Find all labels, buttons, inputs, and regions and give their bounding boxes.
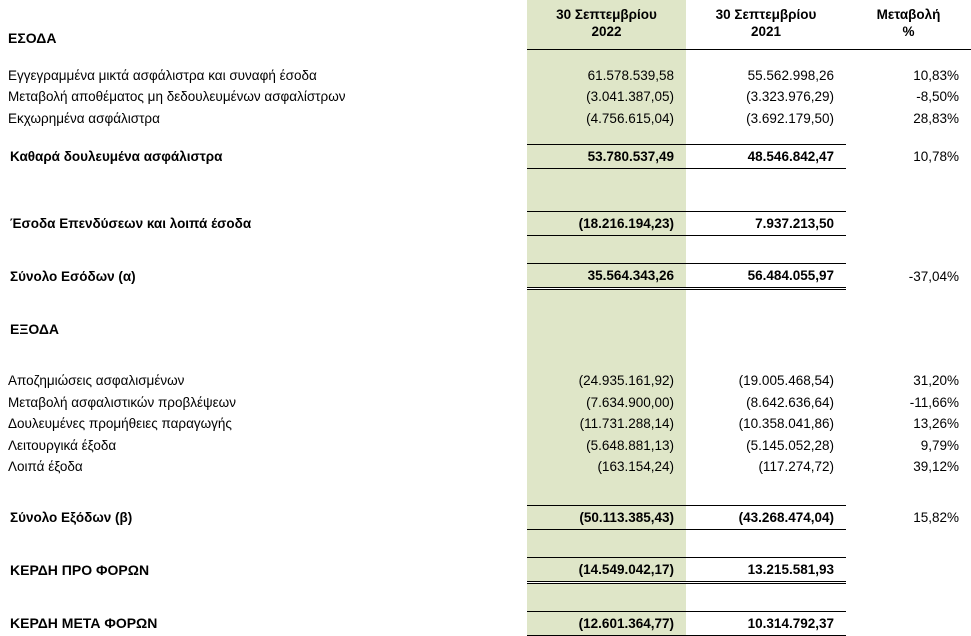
spacer-label xyxy=(0,599,527,612)
spacer-2022 xyxy=(527,169,686,185)
spacer-2021 xyxy=(686,529,846,545)
spacer-label xyxy=(0,478,527,493)
spacer-row xyxy=(0,129,971,145)
spacer-label xyxy=(0,184,527,199)
table-row xyxy=(0,392,971,414)
row-value-variation: 13,26% xyxy=(913,416,959,432)
row-value-2022: (24.935.161,92) xyxy=(527,370,686,392)
section-var xyxy=(846,317,971,340)
spacer-2021 xyxy=(686,493,846,506)
row-value-variation xyxy=(846,212,971,236)
spacer-var xyxy=(846,340,971,355)
row-label: ΚΕΡΔΗ ΜΕΤΑ ΦΟΡΩΝ xyxy=(10,615,158,631)
spacer-2021 xyxy=(686,582,846,599)
row-label: Μεταβολή ασφαλιστικών προβλέψεων xyxy=(8,394,236,410)
spacer-2021 xyxy=(686,184,846,199)
row-label: Εκχωρημένα ασφάλιστρα xyxy=(8,110,160,126)
spacer-var xyxy=(846,478,971,493)
spacer-var xyxy=(846,582,971,599)
table-row-total xyxy=(0,505,971,529)
spacer-var xyxy=(846,599,971,612)
table-row xyxy=(0,108,971,130)
row-value-variation: 28,83% xyxy=(913,110,959,126)
row-value-variation: -37,04% xyxy=(908,268,959,284)
spacer-row xyxy=(0,599,971,612)
spacer-2022 xyxy=(527,129,686,145)
row-label: Λειτουργικά έξοδα xyxy=(8,437,117,453)
table-row xyxy=(0,86,971,108)
spacer-2021 xyxy=(686,355,846,370)
spacer-row xyxy=(0,184,971,199)
spacer-2022 xyxy=(527,49,686,65)
row-value-2022: (163.154,24) xyxy=(527,456,686,478)
row-value-2022: (3.041.387,05) xyxy=(527,86,686,108)
section-2021 xyxy=(686,317,846,340)
row-label: Σύνολο Εσόδων (α) xyxy=(10,268,136,284)
table-row-subtotal xyxy=(0,145,971,169)
row-value-2021: (19.005.468,54) xyxy=(738,373,834,389)
spacer-row xyxy=(0,289,971,306)
spacer-2022 xyxy=(527,199,686,212)
table-row xyxy=(0,65,971,87)
spacer-2021 xyxy=(686,289,846,306)
spacer-var xyxy=(846,289,971,306)
spacer-row xyxy=(0,251,971,264)
table-row-subtotal xyxy=(0,212,971,236)
spacer-label xyxy=(0,251,527,264)
spacer-var xyxy=(846,184,971,199)
spacer-2021 xyxy=(686,169,846,185)
row-value-2021: 48.546.842,47 xyxy=(686,145,846,169)
header-col-2022-line1: 30 Σεπτεμβρίου xyxy=(556,7,657,23)
table-row xyxy=(0,456,971,478)
row-value-2022: (7.634.900,00) xyxy=(527,392,686,414)
header-col-2021-line1: 30 Σεπτεμβρίου xyxy=(715,7,817,23)
spacer-2022 xyxy=(527,529,686,545)
spacer-2021 xyxy=(686,478,846,493)
spacer-label xyxy=(0,355,527,370)
header-col-2021-line2: 2021 xyxy=(750,24,782,40)
spacer-label xyxy=(0,49,527,65)
spacer-2021 xyxy=(686,599,846,612)
spacer-label xyxy=(0,236,527,252)
spacer-row xyxy=(0,529,971,545)
spacer-var xyxy=(846,199,971,212)
row-value-2022: (14.549.042,17) xyxy=(527,557,686,582)
spacer-var xyxy=(846,251,971,264)
row-value-2021: (117.274,72) xyxy=(758,459,834,475)
spacer-2022 xyxy=(527,599,686,612)
spacer-2022 xyxy=(527,478,686,493)
section-title: ΕΞΟΔΑ xyxy=(10,320,60,337)
row-value-2021: (8.642.636,64) xyxy=(746,394,834,410)
spacer-label xyxy=(0,305,527,317)
spacer-2022 xyxy=(527,184,686,199)
row-value-variation xyxy=(846,557,971,582)
header-col-2021 xyxy=(686,0,846,49)
spacer-2021 xyxy=(686,340,846,355)
spacer-var xyxy=(846,355,971,370)
spacer-row xyxy=(0,493,971,506)
spacer-var xyxy=(846,529,971,545)
row-value-2022: (4.756.615,04) xyxy=(527,108,686,130)
spacer-label xyxy=(0,493,527,506)
spacer-2022 xyxy=(527,545,686,558)
spacer-row xyxy=(0,49,971,65)
spacer-2021 xyxy=(686,305,846,317)
spacer-var xyxy=(846,305,971,317)
spacer-2021 xyxy=(686,251,846,264)
row-value-variation: 10,83% xyxy=(913,67,959,83)
row-value-variation: 9,79% xyxy=(920,437,959,453)
spacer-2021 xyxy=(686,129,846,145)
row-label: ΚΕΡΔΗ ΠΡΟ ΦΟΡΩΝ xyxy=(10,561,150,578)
row-value-variation: -11,66% xyxy=(909,394,959,410)
section-heading-row xyxy=(0,317,971,340)
spacer-var xyxy=(846,129,971,145)
spacer-row xyxy=(0,478,971,493)
spacer-2022 xyxy=(527,251,686,264)
row-label: Μεταβολή αποθέματος μη δεδουλευμένων ασφαλίστρων xyxy=(8,89,346,105)
spacer-2022 xyxy=(527,340,686,355)
row-value-2021: (3.323.976,29) xyxy=(746,89,834,105)
row-value-2022: (5.648.881,13) xyxy=(527,435,686,457)
header-col-2022 xyxy=(527,0,686,49)
row-label: Έσοδα Επενδύσεων και λοιπά έσοδα xyxy=(10,216,252,231)
spacer-2021 xyxy=(686,545,846,558)
header-col-variation-line2: % xyxy=(902,24,915,40)
row-value-2022: 53.780.537,49 xyxy=(527,145,686,169)
header-col-variation xyxy=(846,0,971,49)
row-value-2022: (12.601.364,77) xyxy=(527,611,686,635)
spacer-row xyxy=(0,355,971,370)
spacer-label xyxy=(0,582,527,599)
header-col-variation-line1: Μεταβολή xyxy=(876,7,941,23)
spacer-label xyxy=(0,129,527,145)
section-2022 xyxy=(527,317,686,340)
spacer-label xyxy=(0,545,527,558)
row-label: Εγγεγραμμένα μικτά ασφάλιστρα και συναφή έσοδα xyxy=(8,67,317,83)
spacer-row xyxy=(0,305,971,317)
table-row xyxy=(0,413,971,435)
row-value-2021: (43.268.474,04) xyxy=(686,505,846,529)
spacer-var xyxy=(846,169,971,185)
table-row-total xyxy=(0,611,971,635)
spacer-row xyxy=(0,340,971,355)
row-label: Καθαρά δουλευμένα ασφάλιστρα xyxy=(10,149,223,164)
row-value-2021: 56.484.055,97 xyxy=(686,264,846,289)
table-header-row xyxy=(0,0,971,49)
row-value-2021: 55.562.998,26 xyxy=(747,67,834,83)
row-label: Σύνολο Εξόδων (β) xyxy=(10,509,133,525)
spacer-var xyxy=(846,49,971,65)
spacer-row xyxy=(0,199,971,212)
spacer-row xyxy=(0,169,971,185)
spacer-2022 xyxy=(527,305,686,317)
spacer-label xyxy=(0,169,527,185)
row-value-2021: (5.145.052,28) xyxy=(746,437,834,453)
row-value-2021: 13.215.581,93 xyxy=(686,557,846,582)
row-value-variation: 10,78% xyxy=(913,149,959,164)
row-value-2022: (50.113.385,43) xyxy=(527,505,686,529)
spacer-var xyxy=(846,236,971,252)
row-value-variation: 31,20% xyxy=(913,373,959,389)
table-row-total xyxy=(0,557,971,582)
spacer-2022 xyxy=(527,355,686,370)
table-row-total xyxy=(0,264,971,289)
spacer-row xyxy=(0,236,971,252)
spacer-label xyxy=(0,199,527,212)
spacer-2021 xyxy=(686,49,846,65)
row-value-variation: 15,82% xyxy=(913,509,959,525)
table-row xyxy=(0,370,971,392)
row-value-2022: 35.564.343,26 xyxy=(527,264,686,289)
row-value-2022: (18.216.194,23) xyxy=(527,212,686,236)
row-value-2021: (10.358.041,86) xyxy=(738,416,834,432)
header-col-2022-line2: 2022 xyxy=(591,24,622,40)
spacer-2021 xyxy=(686,199,846,212)
spacer-2022 xyxy=(527,289,686,306)
row-value-2022: 61.578.539,58 xyxy=(527,65,686,87)
spacer-label xyxy=(0,289,527,306)
row-label: Λοιπά έξοδα xyxy=(8,459,83,475)
spacer-2022 xyxy=(527,236,686,252)
header-label-cell: ΕΣΟΔΑ xyxy=(8,30,57,46)
row-label: Δουλευμένες προμήθειες παραγωγής xyxy=(8,416,232,432)
spacer-label xyxy=(0,529,527,545)
table-row xyxy=(0,435,971,457)
row-value-variation xyxy=(846,611,971,635)
spacer-var xyxy=(846,493,971,506)
spacer-2022 xyxy=(527,582,686,599)
row-value-2021: 10.314.792,37 xyxy=(686,611,846,635)
spacer-label xyxy=(0,340,527,355)
spacer-row xyxy=(0,545,971,558)
spacer-row xyxy=(0,582,971,599)
spacer-2021 xyxy=(686,236,846,252)
row-value-variation: 39,12% xyxy=(913,459,959,475)
spacer-var xyxy=(846,545,971,558)
row-value-2021: (3.692.179,50) xyxy=(746,110,834,126)
row-value-2022: (11.731.288,14) xyxy=(527,413,686,435)
row-label: Αποζημιώσεις ασφαλισμένων xyxy=(8,373,185,389)
row-value-variation: -8,50% xyxy=(916,89,959,105)
row-value-2021: 7.937.213,50 xyxy=(686,212,846,236)
spacer-2022 xyxy=(527,493,686,506)
